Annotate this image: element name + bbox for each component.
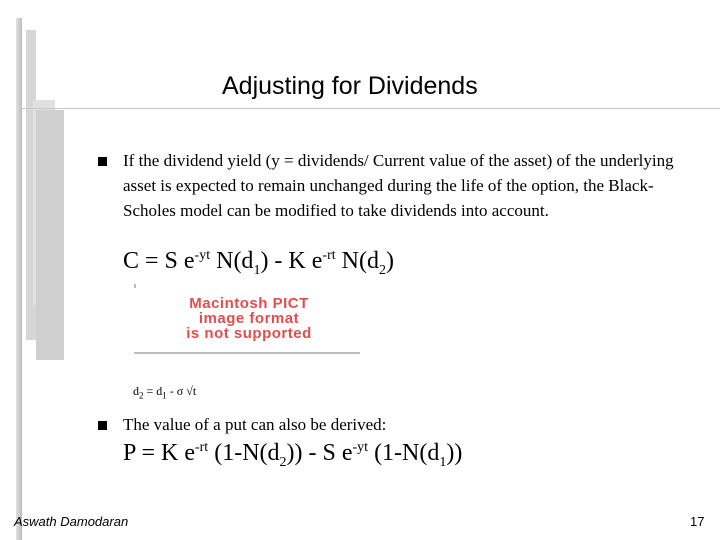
decorative-bar xyxy=(16,18,22,540)
image-frame xyxy=(134,352,360,354)
bullet-text: If the dividend yield (y = dividends/ Current value of the asset) of the underlying asset is expected to remain unchanged during the life of the option, the Black-Scholes model can be modified to take dividends into account. xyxy=(123,151,674,220)
title-divider xyxy=(20,108,720,109)
call-formula: C = S $e^{-yt}$ $N(d_1)$ - K $e^{-rt}$ $N(d_2)$ xyxy=(123,248,394,278)
bullet-icon xyxy=(98,421,107,430)
slide-title: Adjusting for Dividends xyxy=(222,72,478,100)
placeholder-text: Macintosh PICT image format is not supported xyxy=(186,295,312,342)
bullet-icon xyxy=(98,157,107,166)
page-number: 17 xyxy=(690,514,705,529)
unsupported-image-placeholder xyxy=(134,288,360,352)
decorative-bar xyxy=(36,110,64,360)
d2-formula: $d_2 = d_1 - \sigma$ √t xyxy=(133,384,197,401)
bullet-text: The value of a put can also be derived: xyxy=(123,415,387,434)
footer-author: Aswath Damodaran xyxy=(14,514,129,529)
put-formula: P = K $e^{-rt}$ $(1-N(d_2))$ - S $e^{-yt}$ $(1-N(d_1))$ xyxy=(123,440,463,470)
